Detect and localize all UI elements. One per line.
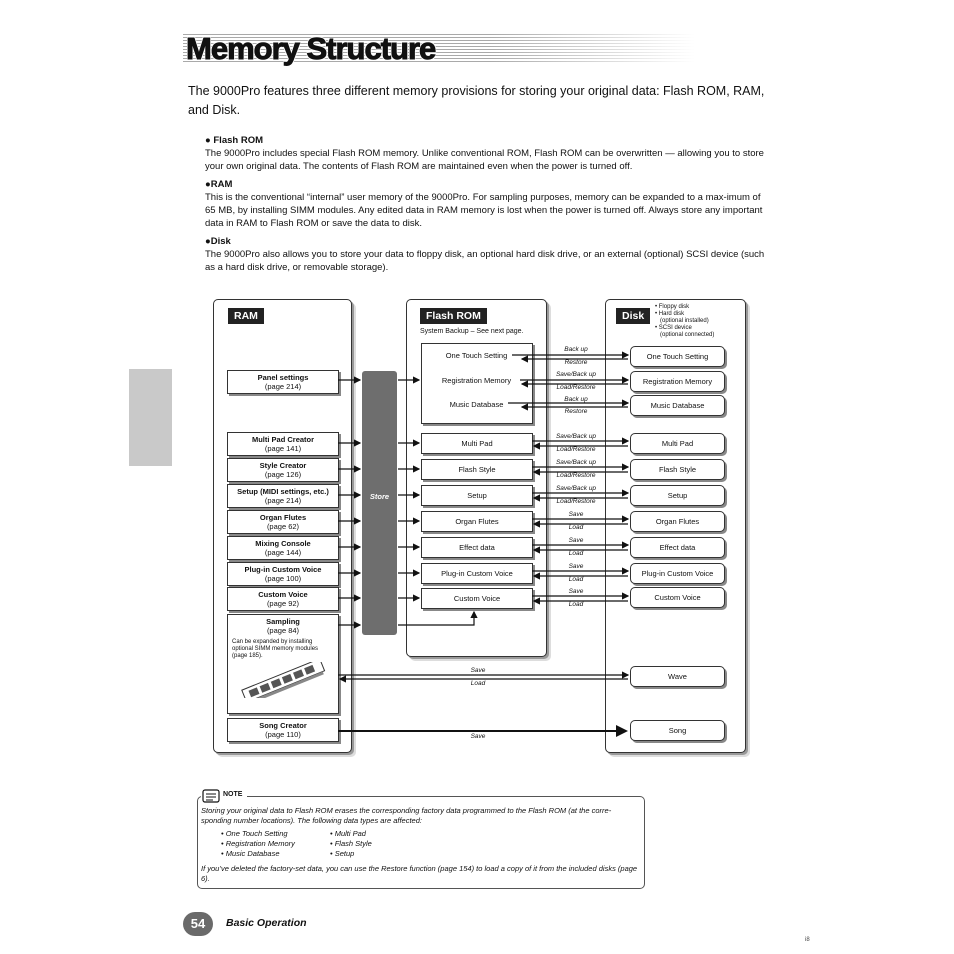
flash-item-one-touch: One Touch Setting — [445, 351, 508, 360]
ram-box-name: Setup (MIDI settings, etc.) — [237, 487, 329, 496]
note-list-item: • Multi Pad — [330, 829, 366, 838]
disk-box-registration: Registration Memory — [630, 371, 725, 392]
ram-box-name: Style Creator — [259, 461, 307, 470]
disk-body: The 9000Pro also allows you to store your data to floppy disk, an optional hard disk drive, or an external (optional) SCSI device (such as a hard disk drive, or removable storage). — [205, 249, 765, 273]
ram-box-page: (page 92) — [266, 599, 300, 608]
note-list-item: • One Touch Setting — [221, 829, 288, 838]
arrow-label-backup: Back up — [564, 346, 588, 353]
ram-label: RAM — [228, 308, 264, 324]
media-item: (optional installed) — [660, 318, 709, 324]
ram-box-name: Song Creator — [259, 721, 307, 730]
ram-box-name: Mixing Console — [255, 539, 311, 548]
flash-box-setup: Setup — [421, 485, 533, 506]
arrow-label-save-backup: Save/Back up — [555, 371, 597, 378]
arrow-label-load-restore: Load/Restore — [556, 472, 596, 479]
arrow-label-save: Save — [470, 667, 486, 674]
media-item: • Floppy disk — [655, 304, 690, 310]
system-backup-note: System Backup – See next page. — [420, 328, 524, 335]
note-label: NOTE — [223, 791, 243, 798]
disk-box-setup: Setup — [630, 485, 725, 506]
disk-box-custom-voice: Custom Voice — [630, 587, 725, 608]
page-title: Memory Structure — [186, 31, 436, 66]
flash-item-music-db: Music Database — [449, 400, 504, 409]
arrow-label-load: Load — [568, 550, 584, 557]
flash-rom-heading: ● Flash ROM — [205, 135, 263, 146]
arrow-label-save-backup: Save/Back up — [555, 485, 597, 492]
ram-box-page: (page 126) — [264, 470, 302, 479]
ram-box-page: (page 110) — [265, 730, 301, 739]
ram-box-page: (page 144) — [264, 548, 302, 557]
ram-heading: ●RAM — [205, 179, 233, 190]
ram-box-name: Sampling — [266, 617, 300, 626]
flash-box-plugin-custom-voice: Plug-in Custom Voice — [421, 563, 533, 584]
arrow-label-save: Save — [568, 537, 584, 544]
disk-box-plugin-custom-voice: Plug-in Custom Voice — [630, 563, 725, 584]
flash-item-registration: Registration Memory — [441, 376, 512, 385]
arrow-label-backup: Back up — [564, 396, 588, 403]
disk-box-flash-style: Flash Style — [630, 459, 725, 480]
ram-box-name: Organ Flutes — [259, 513, 307, 522]
page-number: 54 — [183, 912, 213, 936]
flash-box-organ-flutes: Organ Flutes — [421, 511, 533, 532]
arrow-label-save: Save — [568, 563, 584, 570]
disk-box-wave: Wave — [630, 666, 725, 687]
disk-box-organ-flutes: Organ Flutes — [630, 511, 725, 532]
media-item: • SCSI device — [655, 325, 692, 331]
section-name: Basic Operation — [226, 917, 307, 929]
disk-box-song: Song — [630, 720, 725, 741]
flash-rom-label: Flash ROM — [420, 308, 487, 324]
arrow-label-load-restore: Load/Restore — [556, 498, 596, 505]
arrow-label-load: Load — [568, 524, 584, 531]
ram-box-name: Multi Pad Creator — [251, 435, 315, 444]
arrow-label-load-restore: Load/Restore — [556, 446, 596, 453]
ram-box-page: (page 84) — [266, 626, 300, 635]
disk-box-music-db: Music Database — [630, 395, 725, 416]
ram-box-page: (page 141) — [264, 444, 302, 453]
arrow-label-restore: Restore — [564, 408, 588, 415]
note-list-1 — [221, 829, 295, 859]
ram-box-page: (page 214) — [264, 496, 302, 505]
ram-box-name: Plug-in Custom Voice — [244, 565, 322, 574]
ram-box-page: (page 214) — [264, 382, 302, 391]
note-text-2: If you’ve deleted the factory-set data, you can use the Restore function (page 154) to load a copy of it from the included disks (page 6). — [201, 864, 638, 883]
disk-box-one-touch: One Touch Setting — [630, 346, 725, 367]
corner-mark: i8 — [805, 937, 810, 943]
arrow-label-save-backup: Save/Back up — [555, 459, 597, 466]
ram-box-page: (page 62) — [266, 522, 300, 531]
arrow-label-save: Save — [568, 511, 584, 518]
ram-body: This is the conventional “internal” user memory of the 9000Pro. For sampling purposes, memory can be expanded to a max-imum of 65 MB, by installing SIMM modules. Any edited data in RAM memory is lost when the power is turned off. Always store any important data in RAM to Flash ROM or save the data to disk. — [205, 192, 763, 229]
store-label: Store — [369, 492, 390, 501]
media-item: (optional connected) — [660, 332, 715, 338]
ram-box-name: Panel settings — [257, 373, 309, 382]
disk-box-multi-pad: Multi Pad — [630, 433, 725, 454]
arrow-label-load: Load — [568, 601, 584, 608]
flash-rom-body: The 9000Pro includes special Flash ROM memory. Unlike conventional ROM, Flash ROM can be overwritten — allowing you to store your own original data. The contents of Flash ROM are maintained even when the power is turned off. — [205, 148, 764, 172]
arrow-label-load: Load — [470, 680, 486, 687]
arrow-label-load-restore: Load/Restore — [556, 384, 596, 391]
arrow-label-save-backup: Save/Back up — [555, 433, 597, 440]
note-text-1: Storing your original data to Flash ROM erases the corresponding factory data programmed to the Flash ROM (at the corre-sponding number locations). The following data types are affected: — [201, 806, 612, 825]
note-list-item: • Flash Style — [330, 839, 372, 848]
ram-box-page: (page 100) — [264, 574, 302, 583]
media-item: • Hard disk — [655, 311, 685, 317]
note-list-2 — [330, 829, 372, 859]
disk-heading: ●Disk — [205, 236, 231, 247]
note-list-item: • Music Database — [221, 849, 280, 858]
flash-box-multi-pad: Multi Pad — [421, 433, 533, 454]
arrow-label-load: Load — [568, 576, 584, 583]
note-badge — [201, 789, 247, 803]
simm-note: Can be expanded by installing optional SIMM memory modules (page 185). — [232, 639, 319, 659]
flash-box-custom-voice: Custom Voice — [421, 588, 533, 609]
note-list-item: • Setup — [330, 849, 355, 858]
flash-box-flash-style: Flash Style — [421, 459, 533, 480]
arrow-label-save: Save — [470, 733, 486, 740]
arrow-label-save: Save — [568, 588, 584, 595]
intro-paragraph: The 9000Pro features three different memory provisions for storing your original data: Flash ROM, RAM, and Disk. — [188, 84, 765, 117]
flash-box-effect-data: Effect data — [421, 537, 533, 558]
arrow-label-restore: Restore — [564, 359, 588, 366]
ram-box-name: Custom Voice — [258, 590, 308, 599]
note-list-item: • Registration Memory — [221, 839, 295, 848]
disk-label: Disk — [616, 308, 650, 324]
disk-box-effect-data: Effect data — [630, 537, 725, 558]
